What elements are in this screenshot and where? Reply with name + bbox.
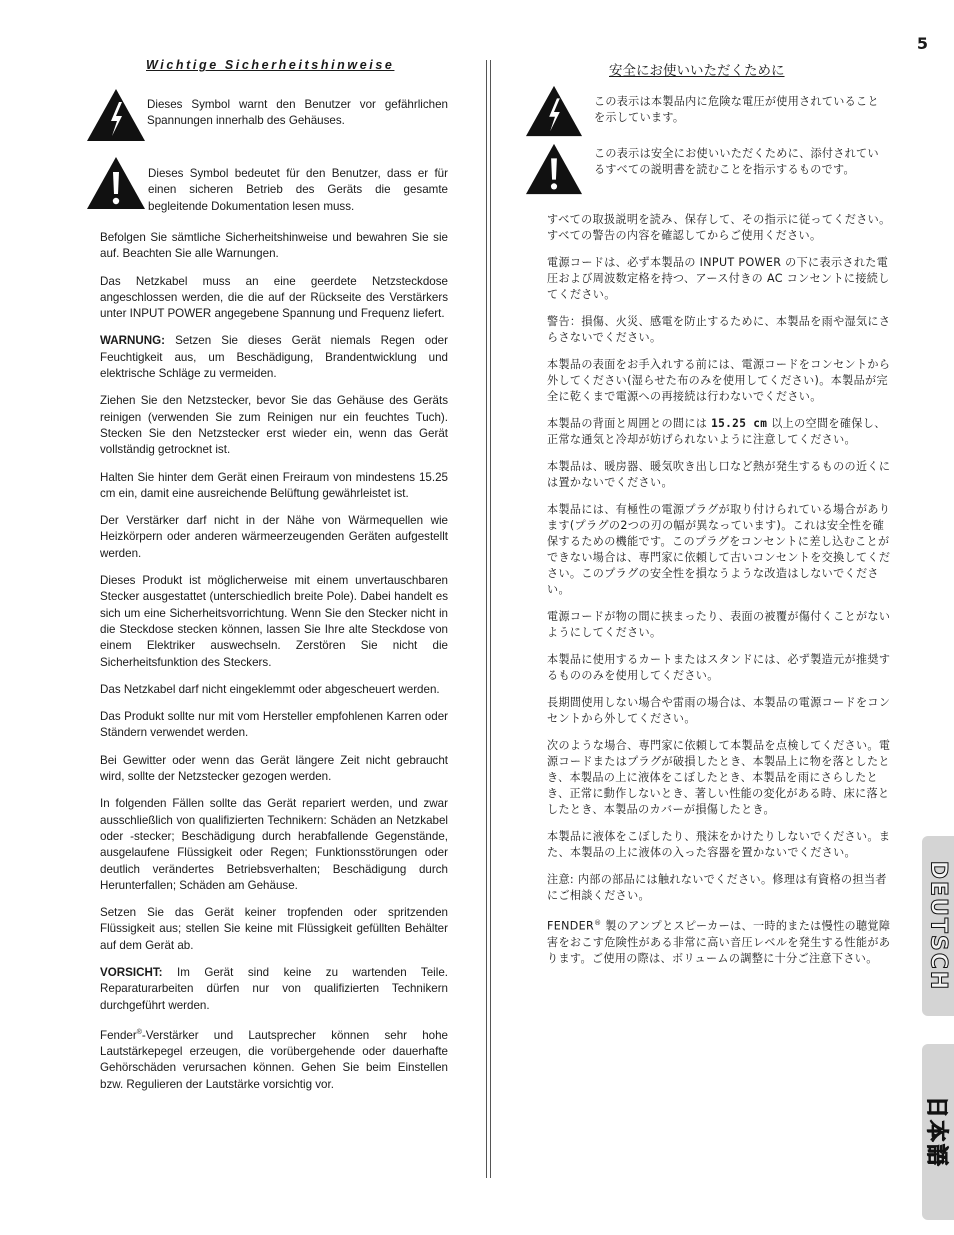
german-paragraph-13: VORSICHT: Im Gerät sind keine zu wartenden Teile. Reparaturarbeiten dürfen nur von qualifizierten Technikern durchgeführt werden.: [100, 965, 448, 1012]
tab-deutsch-label: DEUTSCH: [925, 860, 951, 992]
japanese-paragraph-13: 注意: 内部の部品には触れないでください。修理は有資格の担当者にご相談ください。: [547, 873, 887, 902]
lightning-warning-icon: [525, 84, 583, 138]
japanese-symbol2-row: [525, 142, 893, 198]
tab-nihongo: [922, 1044, 954, 1220]
german-paragraph-9: Das Produkt sollte nur mit vom Hersteller empfohlenen Karren oder Ständern verwendet werden.: [100, 710, 448, 740]
exclamation-warning-icon: [86, 156, 146, 210]
lightning-warning-icon: [86, 88, 146, 142]
german-symbol2-row: [86, 156, 448, 212]
japanese-paragraph-12: 本製品に液体をこぼしたり、飛沫をかけたりしないでください。また、本製品の上に液体の入った容器を置かないでください。: [547, 830, 891, 859]
german-paragraph-14: Fender®-Verstärker und Lautsprecher können sehr hohe Lautstärkepegel erzeugen, die vorübergehende oder dauerhafte Gehörschäden verursachen können. Gehen Sie beim Einstellen bzw. Regulieren der Lautstärke vorsichtig vor.: [100, 1028, 448, 1091]
japanese-paragraph-14: FENDER® 製のアンプとスピーカーは、一時的または慢性の聴覚障害をおこす危険性がある非常に高い音圧レベルを発生する性能があります。ご使用の際は、ボリュームの調整に十分ご注意下さい。: [547, 919, 891, 965]
japanese-paragraph-8: 電源コードが物の間に挟まったり、表面の被覆が傷付くことがないようにしてください。: [547, 610, 891, 639]
german-paragraphs: [100, 230, 448, 1104]
caution-label: VORSICHT:: [100, 965, 163, 979]
japanese-paragraph-9: 本製品に使用するカートまたはスタンドには、必ず製造元が推奨するもののみを使用してください。: [547, 653, 891, 682]
exclamation-warning-icon: [525, 142, 583, 196]
german-paragraph-2: Das Netzkabel muss an eine geerdete Netzsteckdose angeschlossen werden, die die auf der Rückseite des Verstärkers unter INPUT POWER angegebene Spannung und Frequenz liefert.: [100, 274, 448, 321]
japanese-paragraph-3: 警告：損傷、火災、感電を防止するために、本製品を雨や湿気にさらさないでください。: [547, 315, 891, 344]
german-paragraph-5: Halten Sie hinter dem Gerät einen Freiraum von mindestens 15.25 cm ein, damit eine ausreichende Belüftung gewährleistet ist.: [100, 470, 448, 500]
japanese-title: 安全にお使いいただくために: [609, 63, 785, 79]
german-paragraph-11: In folgenden Fällen sollte das Gerät repariert werden, und zwar ausschließlich von qualifizierten Technikern: Schäden an Netzkabel oder -stecker; Beschädigung durch herabfallende Gegenstände, ausgelaufene Flüssigkeit oder Regen; Funktionsstörungen oder deutlich verändertes Betriebsverhalten; Beschädigung durch Herunterfallen; Schäden am Gehäuse.: [100, 797, 448, 892]
japanese-paragraph-2: 電源コードは、必ず本製品の INPUT POWER の下に表示された電圧および周波数定格を持つ、アース付きの AC コンセントに接続してください。: [547, 256, 890, 301]
german-paragraph-1: Befolgen Sie sämtliche Sicherheitshinweise und bewahren Sie sie auf. Beachten Sie alle Warnungen.: [100, 231, 448, 261]
german-paragraph-6: Der Verstärker darf nicht in der Nähe von Wärmequellen wie Heizkörpern oder anderen wärmeerzeugenden Geräten aufgestellt werden.: [100, 514, 448, 560]
german-paragraph-3: WARNUNG: Setzen Sie dieses Gerät niemals Regen oder Feuchtigkeit aus, um Beschädigung, Brandentwicklung und elektrische Schläge zu vermeiden.: [100, 334, 448, 381]
japanese-paragraph-6: 本製品は、暖房器、暖気吹き出し口など熱が発生するものの近くには置かないでください。: [547, 460, 891, 489]
japanese-paragraph-7: 本製品には、有極性の電源プラグが取り付けられている場合があります(プラグの2つの刃の幅が異なっています)。これは安全性を確保するための機能です。このプラグをコンセントに差し込むことができない場合は、専門家に依頼して古いコンセントを交換してください。このプラグの安全性を損なうような改造はしないでください。: [547, 503, 891, 596]
japanese-paragraph-10: 長期間使用しない場合や雷雨の場合は、本製品の電源コードをコンセントから外してください。: [547, 696, 891, 725]
german-paragraph-4: Ziehen Sie den Netzstecker, bevor Sie das Gehäuse des Geräts reinigen (verwenden Sie zum Reinigen nur ein feuchtes Tuch). Stecken Sie den Netzstecker erst wieder ein, wenn das Gerät vollständig getrocknet ist.: [100, 394, 448, 457]
japanese-paragraphs: [547, 212, 893, 978]
german-title: Wichtige Sicherheitshinweise: [146, 58, 395, 72]
japanese-paragraph-5: 本製品の背面と周囲との間には 15.25 cm 以上の空間を確保し、正常な通気と冷却が妨げられないように注意してください。: [547, 417, 886, 446]
german-symbol1-text: Dieses Symbol warnt den Benutzer vor gefährlichen Spannungen innerhalb des Gehäuses.: [147, 98, 448, 128]
tab-deutsch: [922, 836, 954, 1016]
warning-label: WARNUNG:: [100, 334, 166, 348]
japanese-paragraph-1: すべての取扱説明を読み、保存して、その指示に従ってください。すべての警告の内容を確認してからご使用ください。: [547, 213, 891, 242]
german-paragraph-10: Bei Gewitter oder wenn das Gerät längere Zeit nicht gebraucht wird, sollte der Netzstecker gezogen werden.: [100, 753, 448, 784]
japanese-paragraph-11: 次のような場合、専門家に依頼して本製品を点検してください。電源コードまたはプラグが破損したとき、本製品上に物を落としたとき、本製品の上に液体をこぼしたとき、本製品を雨にさらしたとき、正常に動作しないとき、著しい性能の変化がある時、床に落としたとき、本製品のカバーが損傷したとき。: [547, 739, 891, 816]
german-paragraph-7: Dieses Produkt ist möglicherweise mit einem unvertauschbaren Stecker ausgestattet (unterschiedlich breite Pole). Dabei handelt es sich um eine Sicherheitsvorrichtung. Wenn Sie den Stecker nicht in die Steckdose stecken können, lassen Sie Ihre alte Steckdose von einem Elektriker auswechseln. Zerstören Sie nicht die Sicherheitsfunktion des Steckers.: [100, 574, 448, 669]
japanese-paragraph-4: 本製品の表面をお手入れする前には、電源コードをコンセントから外してください(湿らせた布のみを使用してください)。本製品が完全に乾くまで電源への再接続は行わないでください。: [547, 358, 891, 403]
tab-nihongo-label: 日本語: [923, 1095, 949, 1169]
japanese-symbol1-row: [525, 84, 893, 140]
german-symbol1-row: [86, 88, 448, 144]
german-symbol2-text: Dieses Symbol bedeutet für den Benutzer, dass er für einen sicheren Betrieb des Geräts die gesamte begleitende Dokumentation lesen muss.: [148, 167, 448, 213]
german-paragraph-8: Das Netzkabel darf nicht eingeklemmt oder abgescheuert werden.: [100, 682, 440, 696]
page-number: 5: [916, 34, 928, 53]
column-divider: [486, 60, 491, 1178]
japanese-symbol1-text: この表示は本製品内に危険な電圧が使用されていることを示しています。: [594, 95, 879, 124]
german-paragraph-12: Setzen Sie das Gerät keiner tropfenden oder spritzenden Flüssigkeit aus; stellen Sie keine mit Flüssigkeit gefüllten Behälter auf dem Gerät ab.: [100, 906, 448, 952]
japanese-symbol2-text: この表示は安全にお使いいただくために、添付されているすべての説明書を読むことを指示するものです。: [594, 147, 879, 176]
